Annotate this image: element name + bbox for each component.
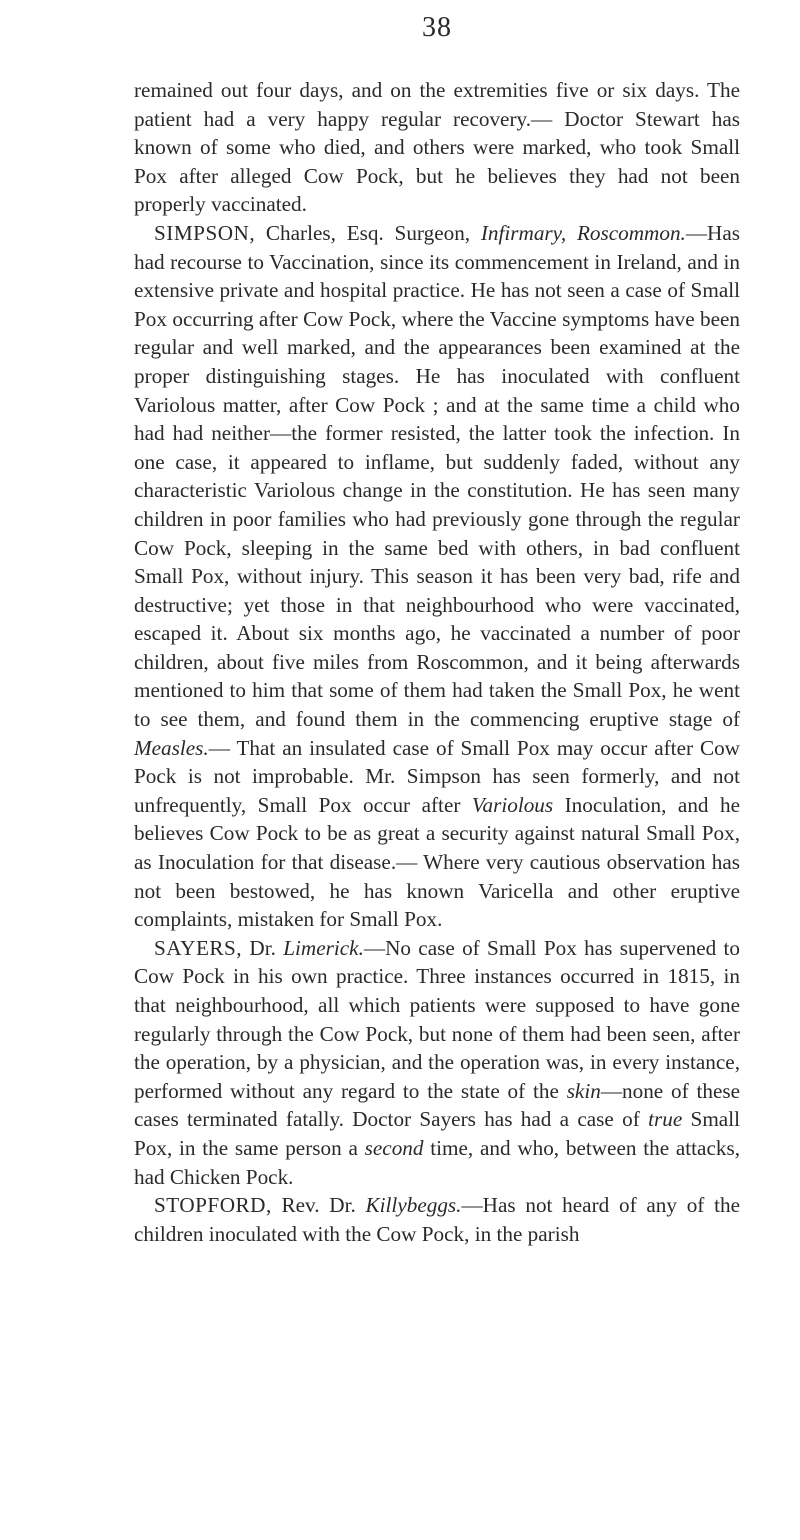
paragraph-text	[134, 221, 740, 931]
entry-name: SAYERS,	[154, 935, 243, 960]
text-run: Charles, Esq. Surgeon,	[255, 220, 481, 245]
text-run: remained out four days, and on the extremities five or six days. The patient had a very happy regular recovery.— Doctor Stewart has known of some who died, and others were marked, who took Small Pox after alleged Cow Pock, but he believes they had not been properly vaccinated.	[134, 78, 740, 217]
paragraph-text	[134, 78, 740, 216]
text-run: Inoculation, and he believes Cow Pock to be as great a security against natural Small Pox, as Inoculation for that disease.— Where very cautious observation has not been bestowed, he has known Varicella and other eruptive complaints, mistaken for Small Pox.	[134, 792, 740, 932]
paragraph-sayers	[134, 934, 740, 1191]
italic-text: Limerick.	[283, 935, 364, 960]
text-run: Small Pox, in the same person a	[134, 1107, 740, 1160]
paragraph-text	[134, 936, 740, 1189]
italic-text: Measles.	[134, 735, 209, 760]
italic-text: second	[364, 1135, 424, 1160]
italic-text: Variolous	[471, 792, 554, 817]
body-text	[134, 76, 740, 1248]
text-run: — That an insulated case of Small Pox may occur after Cow Pock is not improbable. Mr. Simpson has seen formerly, and not unfrequently, Small Pox occur after	[134, 735, 740, 817]
text-run: Rev. Dr.	[271, 1193, 366, 1218]
text-run: —Has not heard of any of the children inoculated with the Cow Pock, in the parish	[134, 1193, 740, 1246]
italic-text: true	[648, 1107, 683, 1132]
text-run: —No case of Small Pox has supervened to Cow Pock in his own practice. Three instances occurred in 1815, in that neighbourhood, all which patients were supposed to have gone regularly through the Cow Pock, but none of them had been seen, after the operation, by a physician, and the operation was, in every instance, performed without any regard to the state of the	[134, 935, 741, 1103]
text-run: time, and who, between the attacks, had Chicken Pock.	[134, 1135, 740, 1189]
paragraph-stopford	[134, 1191, 740, 1248]
paragraph-simpson	[134, 219, 740, 934]
text-run: —Has had recourse to Vaccination, since its commencement in Ireland, and in extensive private and hospital practice. He has not seen a case of Small Pox occurring after Cow Pock, where the Vaccine symptoms have been regular and well marked, and the appearances been examined at the proper distinguishing stages. He has inoculated with confluent Variolous matter, after Cow Pock ; and at the same time a child who had had neither—the former resisted, the latter took the infection. In one case, it appeared to inflame, but suddenly faded, without any characteristic Variolous change in the constitution. He has seen many children in poor families who had previously gone through the regular Cow Pock, sleeping in the same bed with others, in bad confluent Small Pox, without injury. This season it has been very bad, rife and destructive; yet those in that neighbourhood who were vaccinated, escaped it. About six months ago, he vaccinated a number of poor children, about five miles from Roscommon, and it being afterwards mentioned to him that some of them had taken the Small Pox, he went to see them, and found them in the commencing eruptive stage of	[134, 220, 740, 732]
page-number: 38	[422, 12, 452, 43]
text-run: Dr.	[242, 935, 284, 960]
italic-text: Infirmary, Roscommon.	[480, 220, 686, 245]
text-run: —none of these cases terminated fatally. Doctor Sayers has had a case of	[134, 1078, 741, 1132]
italic-text: Killybeggs.	[365, 1193, 462, 1218]
italic-text: skin	[566, 1078, 601, 1103]
entry-name: SIMPSON,	[154, 220, 256, 245]
paragraph-continuation	[134, 76, 740, 219]
entry-name: STOPFORD,	[154, 1193, 272, 1218]
